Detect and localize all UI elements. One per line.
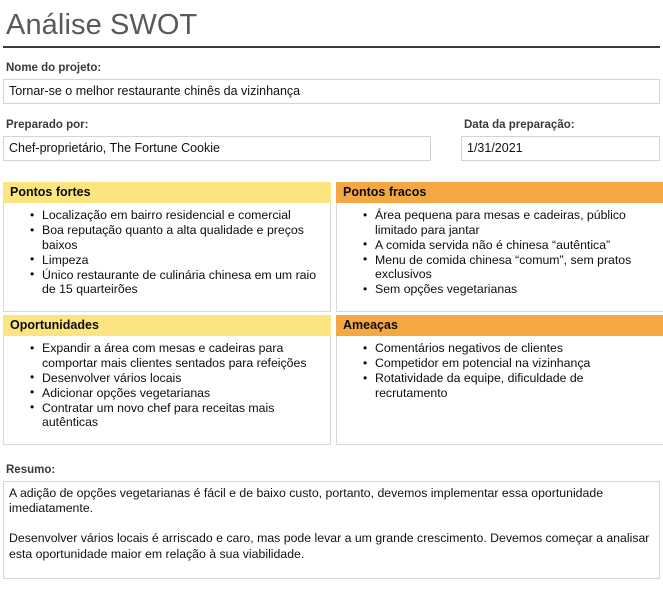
summary-label: Resumo:	[6, 464, 56, 476]
page-title: Análise SWOT	[6, 9, 198, 41]
summary-section	[0, 463, 663, 579]
list-item: • Comentários negativos de clientes	[375, 341, 657, 356]
list-item: • Boa reputação quanto a alta qualidade e preços baixos	[42, 223, 324, 252]
strengths-header: Pontos fortes	[3, 182, 331, 203]
list-item: • Rotatividade da equipe, dificuldade de recrutamento	[375, 371, 657, 400]
swot-quadrant-weaknesses	[336, 182, 663, 312]
list-item: • Localização em bairro residencial e comercial	[42, 208, 324, 223]
list-item: • Área pequena para mesas e cadeiras, público limitado para jantar	[375, 208, 657, 237]
swot-row-top	[3, 182, 660, 312]
prepared-by-field-group	[3, 118, 431, 161]
weaknesses-list	[337, 208, 657, 297]
list-item: • Adicionar opções vegetarianas	[42, 386, 324, 401]
preparation-date-field-group	[461, 118, 660, 161]
prepared-by-label: Preparado por:	[6, 119, 89, 131]
list-item: • Único restaurante de culinária chinesa em um raio de 15 quarteirões	[42, 268, 324, 297]
list-item: • Competidor em potencial na vizinhança	[375, 356, 657, 371]
swot-quadrant-opportunities	[3, 315, 331, 445]
swot-row-bottom	[3, 315, 660, 445]
swot-quadrant-threats	[336, 315, 663, 445]
list-item: • Menu de comida chinesa “comum”, sem pratos exclusivos	[375, 253, 657, 282]
preparation-date-input[interactable]: 1/31/2021	[461, 136, 660, 161]
weaknesses-body[interactable]	[336, 203, 663, 312]
project-name-input[interactable]: Tornar-se o melhor restaurante chinês da vizinhança	[3, 79, 660, 104]
threats-header: Ameaças	[336, 315, 663, 336]
list-item: • Desenvolver vários locais	[42, 371, 324, 386]
prepared-by-input[interactable]: Chef-proprietário, The Fortune Cookie	[3, 136, 431, 161]
opportunities-header: Oportunidades	[3, 315, 331, 336]
meta-column-spacer	[431, 118, 461, 161]
list-item: • A comida servida não é chinesa “autêntica”	[375, 238, 657, 253]
summary-paragraph: A adição de opções vegetarianas é fácil e de baixo custo, portanto, devemos implementar essa oportunidade imediatamente.	[9, 486, 604, 516]
threats-list	[337, 341, 657, 400]
summary-paragraph: Desenvolver vários locais é arriscado e caro, mas pode levar a um grande crescimento. Devemos começar a analisar esta oportunidade maior em relação à sua viabilidade.	[9, 531, 650, 561]
project-name-field-group	[3, 61, 660, 104]
project-name-label: Nome do projeto:	[6, 62, 102, 74]
document-meta	[0, 61, 663, 161]
list-item: • Contratar um novo chef para receitas mais autênticas	[42, 401, 324, 430]
weaknesses-header: Pontos fracos	[336, 182, 663, 203]
summary-textarea[interactable]	[3, 481, 660, 579]
strengths-list	[4, 208, 324, 297]
opportunities-list	[4, 341, 324, 430]
threats-body[interactable]	[336, 336, 663, 445]
meta-second-row	[3, 118, 660, 161]
title-divider	[3, 46, 660, 48]
list-item: • Expandir a área com mesas e cadeiras para comportar mais clientes sentados para refeições	[42, 341, 324, 370]
swot-quadrant-strengths	[3, 182, 331, 312]
preparation-date-label: Data da preparação:	[464, 119, 575, 131]
list-item: • Sem opções vegetarianas	[375, 282, 657, 297]
strengths-body[interactable]	[3, 203, 331, 312]
opportunities-body[interactable]	[3, 336, 331, 445]
summary-paragraphs	[9, 486, 653, 562]
swot-grid	[0, 182, 663, 445]
list-item: • Limpeza	[42, 253, 324, 268]
